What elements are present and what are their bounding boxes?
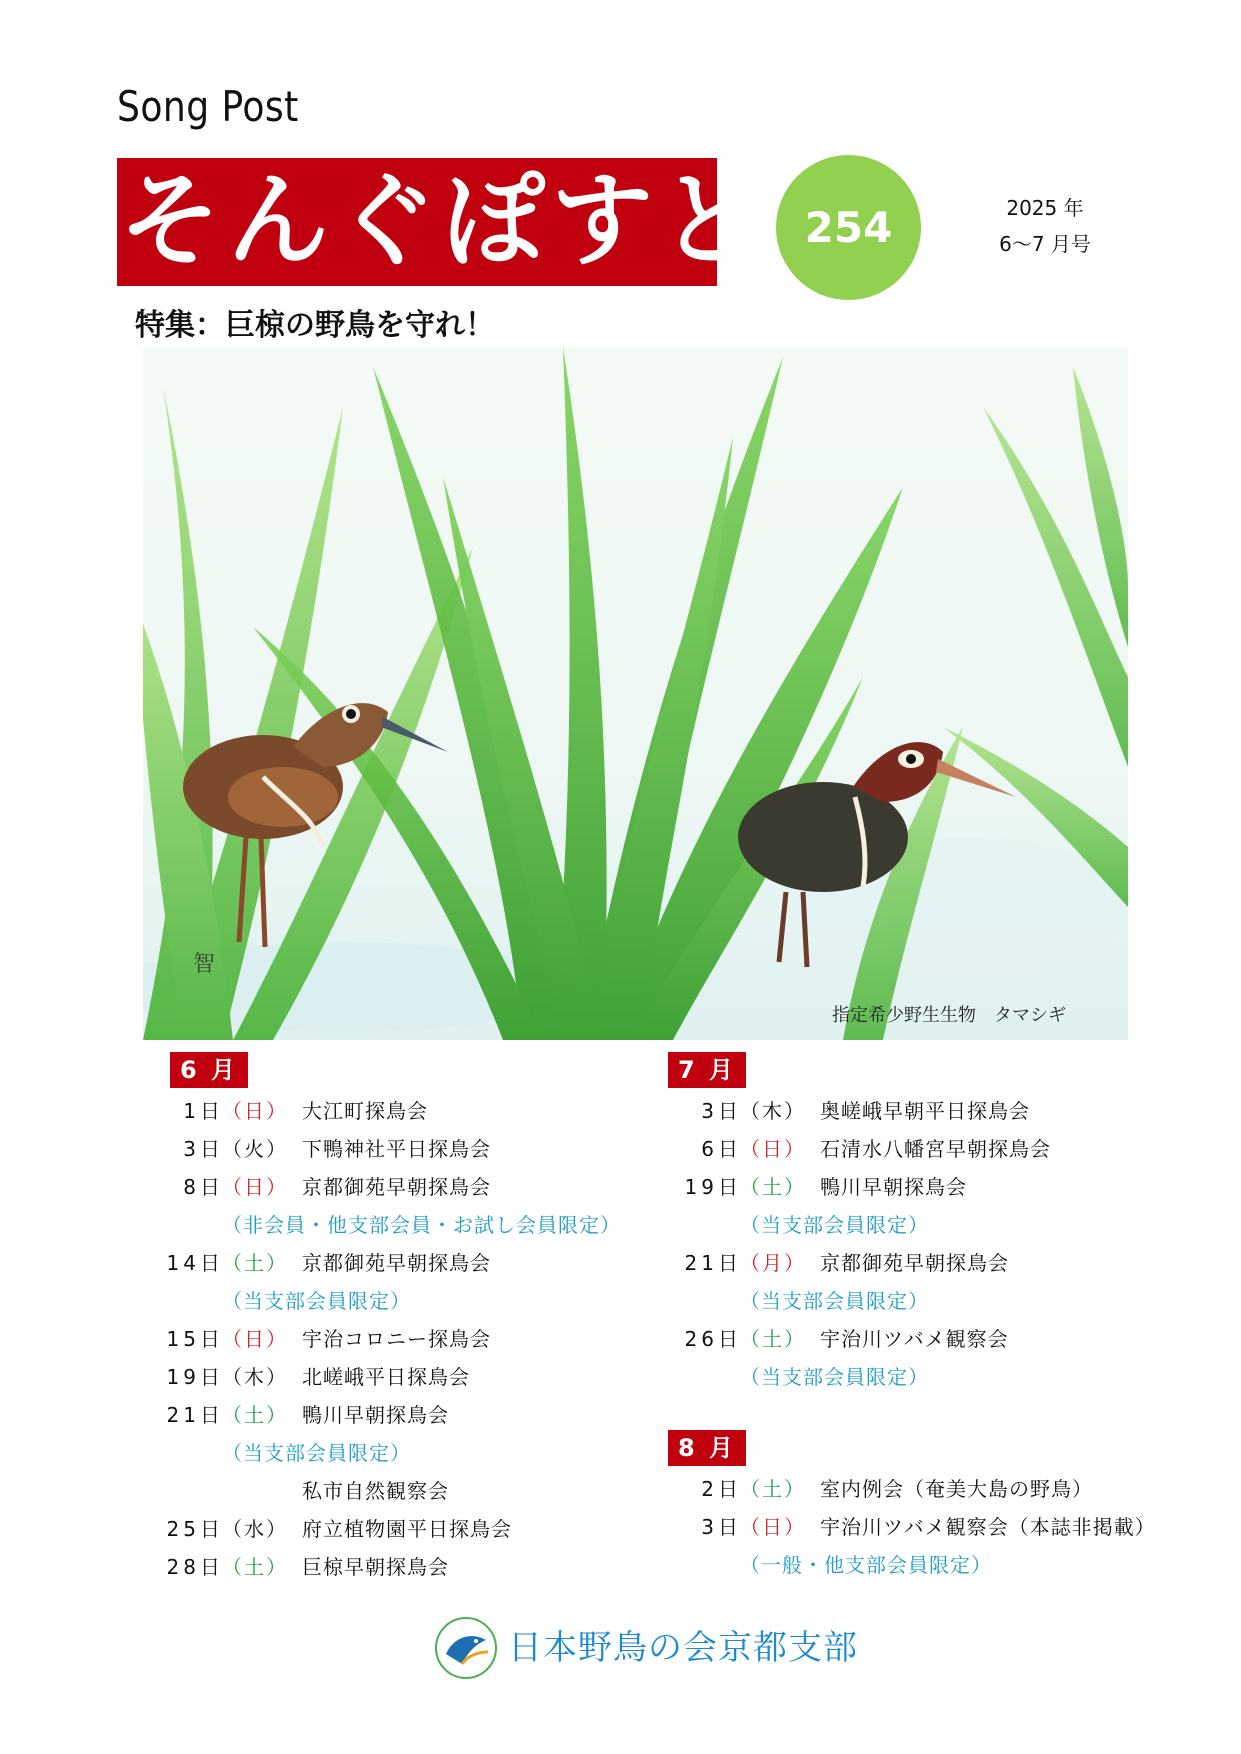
event-day: 8日 [183,1175,224,1199]
schedule-row [660,1470,1220,1508]
event-name: 下鴨神社平日探鳥会 [302,1137,491,1161]
event-name: 宇治川ツバメ観察会（本誌非掲載） [820,1515,1156,1539]
schedule-row [142,1130,662,1168]
event-day: 1日 [183,1099,224,1123]
event-day: 3日 [183,1137,224,1161]
event-weekday: （日） [740,1515,806,1539]
participation-note: （非会員・他支部会員・お試し会員限定） [222,1213,621,1237]
event-name: 奥嵯峨早朝平日探鳥会 [820,1099,1030,1123]
schedule-row [142,1396,662,1434]
event-weekday: （木） [222,1365,288,1389]
cover-painting-svg [143,347,1128,1040]
participation-note: （当支部会員限定） [222,1441,411,1465]
event-name: 宇治川ツバメ観察会 [820,1327,1009,1351]
event-name: 府立植物園平日探鳥会 [302,1517,512,1541]
issue-date [985,190,1105,262]
event-day: 28日 [166,1555,224,1579]
event-name: 京都御苑早朝探鳥会 [302,1175,491,1199]
event-day: 26日 [684,1327,742,1351]
schedule-row [142,1472,662,1510]
participation-note: （当支部会員限定） [740,1365,929,1389]
schedule-row [142,1548,662,1586]
event-weekday: （土） [740,1175,806,1199]
event-name: 巨椋早朝探鳥会 [302,1555,449,1579]
issue-months: 6～7 月号 [999,232,1091,256]
schedule-note-row [142,1206,662,1244]
schedule-row [660,1092,1140,1130]
participation-note: （当支部会員限定） [740,1213,929,1237]
event-weekday: （火） [222,1137,288,1161]
schedule-row [142,1092,662,1130]
august-schedule [660,1470,1220,1584]
issue-number: 254 [804,203,893,252]
schedule-note-row [142,1282,662,1320]
event-weekday: （土） [222,1555,288,1579]
english-title: Song Post [117,82,299,131]
event-name: 私市自然観察会 [302,1479,449,1503]
schedule-row [660,1168,1140,1206]
feature-headline: 特集：巨椋の野鳥を守れ！ [135,308,495,343]
schedule-note-row [660,1206,1140,1244]
event-weekday: （土） [222,1251,288,1275]
schedule-row [142,1510,662,1548]
schedule-row [660,1320,1140,1358]
schedule-note-row [660,1358,1140,1396]
schedule-note-row [660,1282,1140,1320]
event-name: 石清水八幡宮早朝探鳥会 [820,1137,1051,1161]
june-schedule [142,1092,662,1586]
event-day: 21日 [166,1403,224,1427]
wild-bird-society-logo-icon [432,1614,500,1682]
event-weekday: （日） [222,1175,288,1199]
month-badge-june: 6 月 [170,1052,248,1088]
event-weekday: （日） [740,1137,806,1161]
organization-name: 日本野鳥の会京都支部 [508,1628,858,1668]
participation-note: （当支部会員限定） [222,1289,411,1313]
event-name: 大江町探鳥会 [302,1099,428,1123]
schedule-row [142,1244,662,1282]
month-badge-july: 7 月 [668,1052,746,1088]
schedule-row [142,1320,662,1358]
schedule-row [660,1244,1140,1282]
month-badge-august: 8 月 [668,1430,746,1466]
event-weekday: （土） [740,1327,806,1351]
event-weekday: （月） [740,1251,806,1275]
schedule-note-row [142,1434,662,1472]
event-weekday: （土） [740,1477,806,1501]
event-weekday: （木） [740,1099,806,1123]
event-day: 15日 [166,1327,224,1351]
event-day: 6日 [701,1137,742,1161]
issue-year: 2025 年 [1006,196,1084,220]
schedule-row [142,1358,662,1396]
event-name: 北嵯峨平日探鳥会 [302,1365,470,1389]
artist-signature: 智 [193,952,216,977]
event-day: 2日 [701,1477,742,1501]
july-schedule [660,1092,1140,1396]
event-weekday: （日） [222,1099,288,1123]
cover-illustration [143,347,1128,1040]
event-day: 19日 [684,1175,742,1199]
event-name: 京都御苑早朝探鳥会 [820,1251,1009,1275]
newsletter-title: そんぐぽすと [119,162,767,281]
event-name: 鴨川早朝探鳥会 [820,1175,967,1199]
event-name: 京都御苑早朝探鳥会 [302,1251,491,1275]
cover-caption: 指定希少野生生物 タマシギ [832,1005,1066,1026]
schedule-row [660,1508,1220,1546]
event-name: 室内例会（奄美大島の野鳥） [820,1477,1093,1501]
schedule-row [660,1130,1140,1168]
event-day: 3日 [701,1515,742,1539]
event-weekday: （土） [222,1403,288,1427]
event-day: 3日 [701,1099,742,1123]
schedule-row [142,1168,662,1206]
participation-note: （一般・他支部会員限定） [740,1553,992,1577]
event-day: 21日 [684,1251,742,1275]
schedule-note-row [660,1546,1220,1584]
event-weekday: （日） [222,1327,288,1351]
event-day: 25日 [166,1517,224,1541]
event-day: 19日 [166,1365,224,1389]
participation-note: （当支部会員限定） [740,1289,929,1313]
event-day: 14日 [166,1251,224,1275]
event-name: 宇治コロニー探鳥会 [302,1327,491,1351]
issue-number-badge [776,155,921,300]
event-name: 鴨川早朝探鳥会 [302,1403,449,1427]
event-weekday: （水） [222,1517,288,1541]
